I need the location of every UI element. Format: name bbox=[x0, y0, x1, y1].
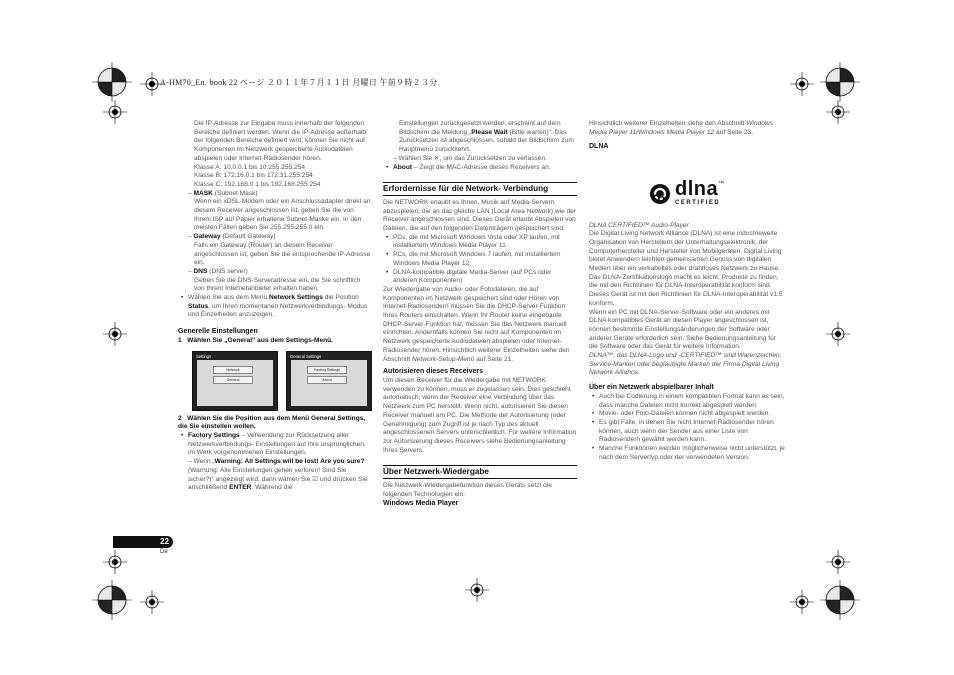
crosshair-icon bbox=[790, 590, 814, 614]
dlna-text: Die Digital Living Network Alliance (DLNA) ist eine industrieweite Organisation von Herstellern der Unterhaltungselektronik, der Computerhersteller und Hersteller von Mobilgeräten. Digital Living bietet Anwendern leichten gemeinsamen Genuss von digitalen Medien über ein verkabeltes oder drahtloses Netzwerk zu Hause. bbox=[589, 230, 782, 273]
dlna-wordmark bbox=[675, 180, 724, 207]
about-bullet: • About – Zeigt die MAC-Adresse dieses Receivers an. bbox=[383, 164, 577, 173]
dlna-text-3: Wenn ein PC mit DLNA-Server-Software oder ein anderes mit DLNA kompatibles Gerät an diesen Player angeschlossen ist, können bestimmte Einstellungsänderungen der Software oder anderer Geräte erforderlich sein. Siehe Bedienungsanleitung für die Software oder das Gerät für weitere Information. bbox=[589, 308, 776, 351]
req-bullet-3: • DLNA-kompatible digitale Media-Server (auf PCs oder anderen Komponenten) bbox=[383, 269, 577, 286]
crosshair-icon bbox=[826, 322, 850, 346]
step-2: 2 Wählen Sie die Position aus dem Menü General Settings, die Sie einstellen wollen. bbox=[178, 414, 366, 431]
section-heading-content: Über ein Netzwerk abspielbarer Inhalt bbox=[589, 384, 714, 392]
page-number: 22 bbox=[113, 536, 173, 548]
mask-item: – MASK (Subnet Mask) bbox=[188, 189, 258, 197]
gateway-text: Falls ein Gateway (Router) an diesem Receiver angeschlossen ist, geben Sie die entsprechende IP-Adresse ein. bbox=[194, 241, 371, 267]
crosshair-icon bbox=[790, 72, 814, 96]
dlna-logo bbox=[649, 180, 785, 207]
content-bullet-4: • Manche Funktionen werden möglicherweise nicht unterstützt, je nach dem Servertyp oder der verwendeten Version. bbox=[589, 445, 785, 462]
about-menu-item: About bbox=[307, 376, 347, 384]
section-heading-authorize: Autorisieren dieses Receivers bbox=[383, 368, 483, 376]
section-heading-network-playback: Über Netzwerk-Wiedergabe bbox=[383, 465, 577, 479]
section-heading-requirements: Erfordernisse für die Network- Verbindung bbox=[383, 182, 577, 196]
crosshair-icon bbox=[103, 100, 127, 124]
section-heading-dlna: DLNA bbox=[589, 143, 609, 151]
network-playback-text: Die Netzwerk-Wiedergabefunktion dieses Geräts setzt die folgenden Technologien ein: bbox=[383, 482, 552, 498]
network-menu-item: Network bbox=[213, 366, 253, 374]
registration-mark-bottom-right bbox=[820, 580, 860, 620]
warning-text: – Wenn „Warning: All Settings will be lost! Are you sure? (Warnung: Alle Einstellungen gehen verloren! Sind Sie sicher?)“ angezeigt wird, dann wählen Sie ☑ und drücken Sie anschließend ENTER. Während die bbox=[188, 458, 368, 492]
section-heading-wmp: Windows Media Player bbox=[383, 500, 459, 508]
factory-settings-bullet: • Factory Settings – Verwendung zur Rücksetzung aller Netzwerkverbindungs- Einstellungen auf ihre ursprünglichen, im Werk vorgenommenen Einstellungen. bbox=[178, 432, 372, 458]
crosshair-icon bbox=[826, 550, 850, 574]
gateway-item: – Gateway (Default Gateway) bbox=[188, 233, 276, 241]
general-menu-item: General bbox=[213, 376, 253, 384]
dns-item: – DNS (DNS server) bbox=[188, 267, 248, 275]
playback-text: Zur Wiedergabe von Audio- oder Fotodateien, die auf Komponenten im Netzwerk gespeichert sind oder Hören von Internet-Radiosendern müssen Sie die DHCP-Server-Funktion Ihres Routers einschalten. Wenn Ihr Router keine eingebaute DHCP-Server-Funktion hat, müssen Sie das Netzwerk manuell einrichten. Andernfalls können Sie nicht auf Komponenten im Netzwerk gespeicherte Audiodateien abspielen oder Internet-Radiosender hören. Hinsichtlich weiterer Einzelheiten siehe den Abschnitt Network-Setup-Menü auf Seite 21. bbox=[383, 285, 570, 363]
registration-mark-top-left bbox=[92, 62, 132, 102]
column-left bbox=[178, 120, 372, 493]
crosshair-icon bbox=[103, 550, 127, 574]
column-middle bbox=[383, 120, 577, 509]
crosshair-icon bbox=[465, 578, 489, 602]
registration-mark-top-right bbox=[820, 62, 860, 102]
dlna-text-2: Das DLNA-Zertifikationslogo macht es leicht, Produkte zu finden, die mit den Richtlinien für DLNA-Interoperabilität konform sind. Dieses Gerät ist mit den Richtlinien für DLNA-Interoperabilität v1.5 konform. bbox=[589, 273, 783, 307]
settings-screen-title: Settings bbox=[196, 353, 212, 359]
reset-continuation: Einstellungen zurückgesetzt werden, erscheint auf dem Bildschirm die Meldung „Please Wait (Bitte warten)“. Das Zurücksetzen ist abgeschlossen, sobald der Bildschirm zum Hauptmenü zurückkehrt. bbox=[399, 120, 574, 154]
screenshot-row bbox=[192, 351, 372, 411]
crosshair-icon bbox=[140, 590, 164, 614]
dns-text: Geben Sie die DNS-Serveradresse ein, die Sie schriftlich von Ihrem Internetanbieter erhalten haben. bbox=[194, 276, 361, 293]
content-bullet-2: • Movie- oder Foto-Dateien können nicht abgespielt werden. bbox=[589, 410, 785, 419]
settings-screen bbox=[192, 351, 278, 411]
authorize-text: Um diesen Receiver für die Wiedergabe mit NETWORK verwenden zu können, muss er zugelassen sein. Dies geschieht automatisch, wenn der Receiver eine Verbindung über das Netzwerk zum PC herstellt. Wenn nicht, autorisieren Sie diesen Receiver manuell am PC. Die Methode der Autorisierung (oder Genehmigung) zum Zugriff ist je nach Typ des aktuell angeschlossenen Servers unterschiedlich. Für weitere Information zur Autorisierung dieses Receivers siehe Bedienungsanleitung Ihres Servers. bbox=[383, 376, 577, 454]
req-bullet-1: • PCs, die mit Microsoft Windows Vista oder XP laufen, mit installiertem Windows Media Player 11 bbox=[383, 234, 577, 251]
registration-mark-bottom-left bbox=[92, 580, 132, 620]
section-heading-general: Generelle Einstellungen bbox=[178, 328, 258, 336]
mask-text: Wenn ein xDSL-Modem oder ein Anschlussadapter direkt an diesem Receiver angeschlossen ist, geben Sie die von Ihrem ISP auf Papier erhaltene Subnet-Maske ein. In den meisten Fällen geben Sie 255.255.255.0 ein. bbox=[194, 198, 371, 232]
general-settings-screen-title: General Settings bbox=[290, 353, 322, 359]
req-bullet-2: • PCs, die mit Microsoft Windows 7 laufen, mit installiertem Windows Media Player 12 bbox=[383, 251, 577, 268]
status-bullet: • Wählen Sie aus dem Menü Network Settings die Position Status, um Ihren momentanen Netzwerkverbindungs- Modus und Einzelheiten anzuzeigen. bbox=[178, 294, 372, 320]
crosshair-icon bbox=[826, 100, 850, 124]
print-header: A-HM70_En. book 22 ページ ２０１１年７月１１日 月曜日 午前９時２３分 bbox=[160, 78, 438, 87]
class-a-range: Klasse A: 10.0.0.1 bis 10.255.255.254 bbox=[194, 163, 306, 171]
dlna-logo-text: dlna bbox=[675, 178, 719, 201]
general-settings-screen bbox=[286, 351, 372, 411]
dlna-logo-tm: ™ bbox=[718, 181, 725, 188]
crosshair-icon bbox=[103, 322, 127, 346]
step-1: 1 Wählen Sie „General“ aus dem Settings-Menü. bbox=[178, 336, 333, 344]
cancel-reset: – Wählen Sie ✕, um das Zurücksetzen zu verlassen. bbox=[393, 154, 547, 162]
requirements-text: Die NETWORK erlaubt es Ihnen, Musik auf Media-Servern abzuspielen, die an das gleiche LAN (Local Area Network) wie der Receiver angeschlossen sind. Dieses Gerät erlaubt Abspielen von Dateien, die auf den folgenden Datenträgern gespeichert sind: bbox=[383, 198, 577, 233]
dlna-certified-text: CERTIFIED bbox=[675, 199, 721, 206]
ip-range-paragraph: Die IP-Adresse zur Eingabe muss innerhalb der folgenden Bereiche definiert werden. Wenn die IP-Adresse außerhalb der folgenden Bereiche definiert wird, können Sie nicht auf Komponenten im Netzwerk gespeicherte Audiodateien abspielen oder Internet-Radiosender hören. bbox=[194, 120, 367, 162]
dlna-cert-caption: DLNA CERTIFIED™ Audio-Player bbox=[589, 221, 689, 229]
class-c-range: Klasse C: 192.168.0.1 bis 192.168.255.254 bbox=[194, 180, 321, 188]
wmp-reference: Hinsichtlich weiterer Einzelheiten siehe den Abschnitt Windows Media Player 11/Windows Media Player 12 auf Seite 23. bbox=[589, 120, 773, 136]
dlna-logo-icon bbox=[649, 183, 671, 205]
content-bullet-1: • Auch bei Codierung in einem kompatiblen Format kann es sein, dass manche Dateien nicht korrekt abgespielt werden. bbox=[589, 393, 785, 410]
page-language: De bbox=[160, 549, 168, 555]
column-right bbox=[589, 120, 785, 463]
content-bullet-3: • Es gibt Fälle, in denen Sie nicht Internet-Radiosender hören können, auch wenn der Sender aus einer Liste von Radiosendern gewählt werden kann. bbox=[589, 419, 785, 445]
dlna-trademark: DLNA™, das DLNA-Logo und -CERTIFIED™ sind Warenzeichen, Service-Marken oder beglaubigte Marken der Firma Digital Living Network Alliance. bbox=[589, 352, 782, 377]
class-b-range: Klasse B: 172.16.0.1 bis 172.31.255.254 bbox=[194, 172, 313, 180]
factory-settings-menu-item: Factory Settings bbox=[307, 366, 347, 374]
